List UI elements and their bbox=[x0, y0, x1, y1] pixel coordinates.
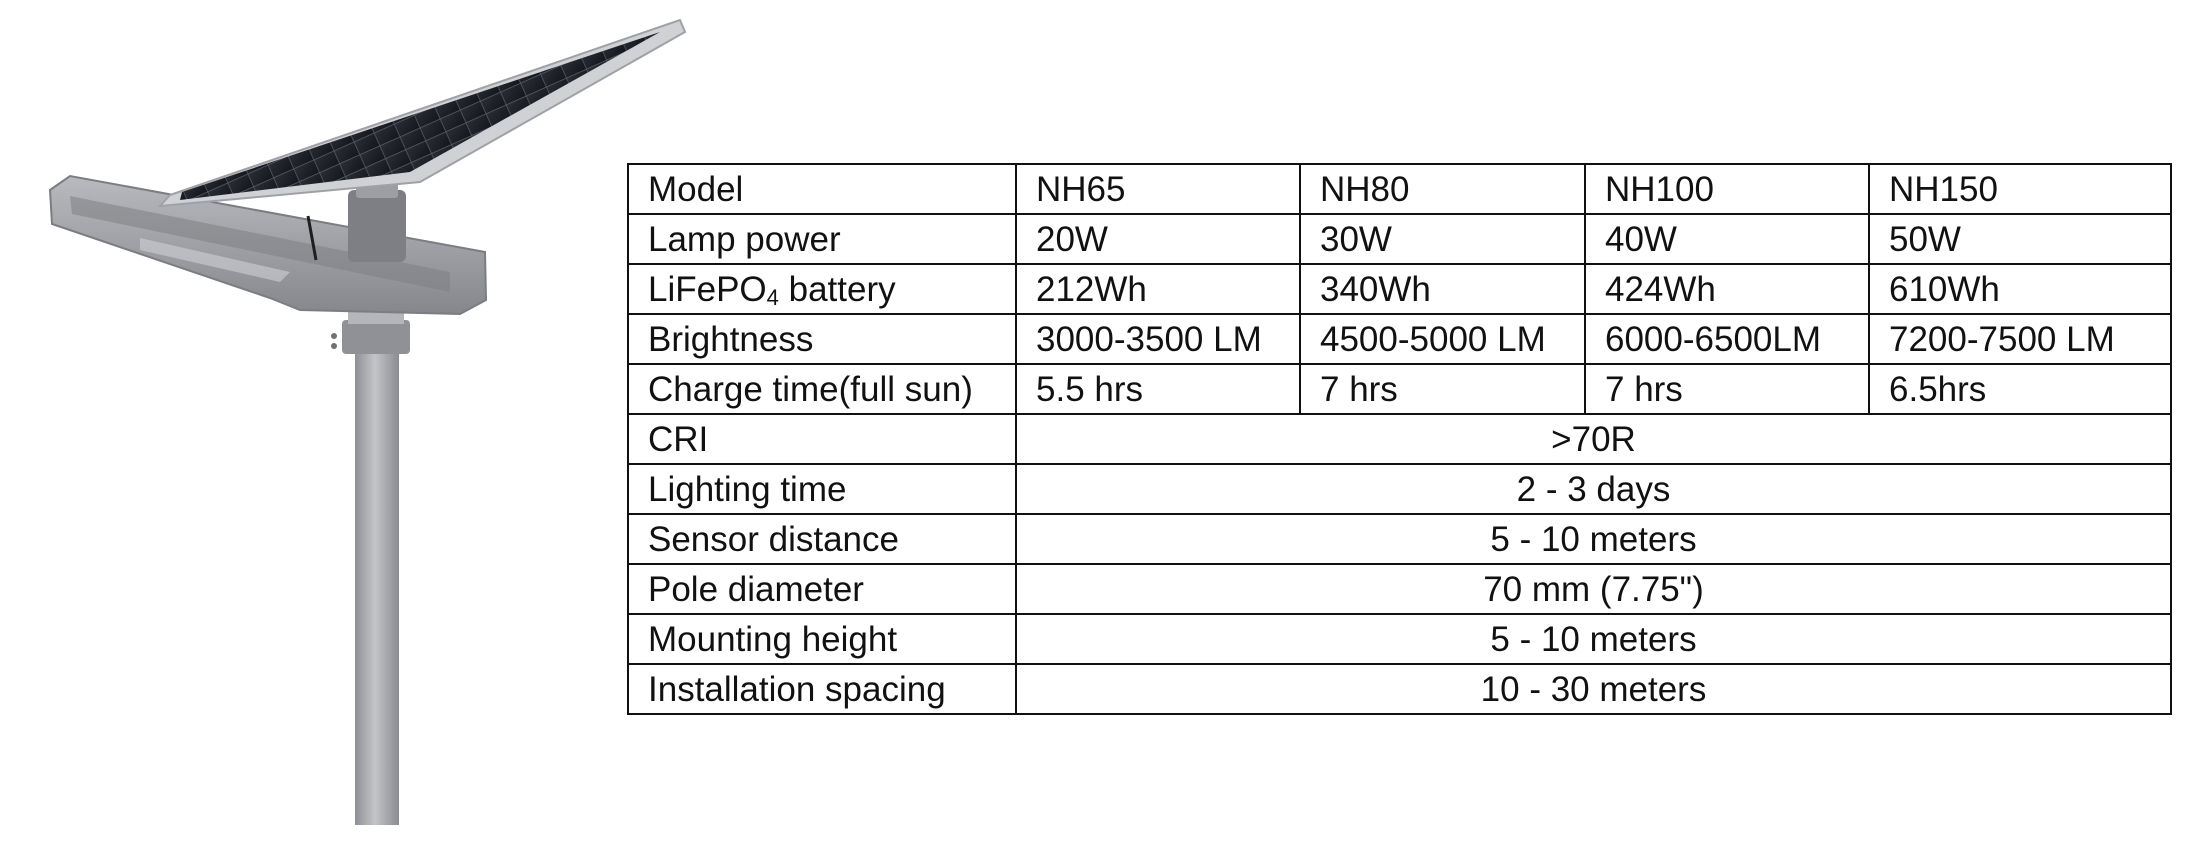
row-label: Brightness bbox=[628, 314, 1016, 364]
table-row bbox=[628, 614, 2171, 664]
table-row bbox=[628, 164, 2171, 214]
table-cell: 610Wh bbox=[1869, 264, 2171, 314]
row-label: Charge time(full sun) bbox=[628, 364, 1016, 414]
table-cell-merged: 70 mm (7.75") bbox=[1016, 564, 2171, 614]
pole-collar bbox=[342, 320, 410, 354]
row-label: Sensor distance bbox=[628, 514, 1016, 564]
table-row bbox=[628, 464, 2171, 514]
table-row bbox=[628, 214, 2171, 264]
row-label: Pole diameter bbox=[628, 564, 1016, 614]
solar-street-light-icon bbox=[30, 10, 690, 830]
row-label: Model bbox=[628, 164, 1016, 214]
table-row bbox=[628, 264, 2171, 314]
row-label: Lighting time bbox=[628, 464, 1016, 514]
row-label: Lamp power bbox=[628, 214, 1016, 264]
table-cell: 340Wh bbox=[1300, 264, 1585, 314]
table-cell: 30W bbox=[1300, 214, 1585, 264]
table-cell-merged: 2 - 3 days bbox=[1016, 464, 2171, 514]
bracket bbox=[348, 190, 406, 262]
table-cell-merged: 10 - 30 meters bbox=[1016, 664, 2171, 714]
table-cell: 50W bbox=[1869, 214, 2171, 264]
table-cell-merged: >70R bbox=[1016, 414, 2171, 464]
table-cell: 6000-6500LM bbox=[1585, 314, 1869, 364]
row-label: Mounting height bbox=[628, 614, 1016, 664]
pole bbox=[355, 340, 399, 825]
table-cell-merged: 5 - 10 meters bbox=[1016, 614, 2171, 664]
table-cell: 20W bbox=[1016, 214, 1300, 264]
table-cell: 7 hrs bbox=[1300, 364, 1585, 414]
model-name: NH65 bbox=[1016, 164, 1300, 214]
table-cell: 3000-3500 LM bbox=[1016, 314, 1300, 364]
model-name: NH150 bbox=[1869, 164, 2171, 214]
table-cell: 5.5 hrs bbox=[1016, 364, 1300, 414]
row-label-main: LiFePO bbox=[648, 269, 767, 309]
table-cell: 7200-7500 LM bbox=[1869, 314, 2171, 364]
table-row bbox=[628, 564, 2171, 614]
table-cell-merged: 5 - 10 meters bbox=[1016, 514, 2171, 564]
spec-table bbox=[627, 163, 2172, 715]
table-row bbox=[628, 514, 2171, 564]
model-name: NH100 bbox=[1585, 164, 1869, 214]
row-label bbox=[628, 264, 1016, 314]
row-label-subscript: 4 bbox=[766, 284, 779, 310]
table-cell: 4500-5000 LM bbox=[1300, 314, 1585, 364]
table-cell: 6.5hrs bbox=[1869, 364, 2171, 414]
row-label-suffix: battery bbox=[778, 269, 896, 309]
table-row bbox=[628, 364, 2171, 414]
row-label: CRI bbox=[628, 414, 1016, 464]
table-cell: 7 hrs bbox=[1585, 364, 1869, 414]
model-name: NH80 bbox=[1300, 164, 1585, 214]
table-row bbox=[628, 664, 2171, 714]
table-cell: 40W bbox=[1585, 214, 1869, 264]
table-cell: 424Wh bbox=[1585, 264, 1869, 314]
row-label: Installation spacing bbox=[628, 664, 1016, 714]
table-row bbox=[628, 414, 2171, 464]
table-cell: 212Wh bbox=[1016, 264, 1300, 314]
table-row bbox=[628, 314, 2171, 364]
